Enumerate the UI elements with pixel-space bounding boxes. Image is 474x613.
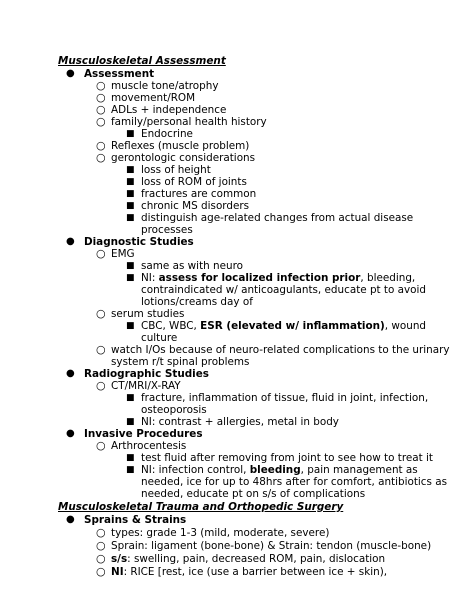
list-item: chronic MS disorders bbox=[141, 200, 250, 212]
bullet-square: ■ bbox=[126, 165, 135, 175]
bullet-open-circle: ○ bbox=[96, 343, 106, 356]
list-item: watch I/Os because of neuro-related complications to the urinary bbox=[111, 344, 450, 356]
heading-sprains-strains: Sprains & Strains bbox=[84, 514, 187, 526]
section-title: Musculoskeletal Assessment bbox=[58, 55, 226, 67]
list-item: Sprain: ligament (bone-bone) & Strain: tendon (muscle-bone) bbox=[111, 540, 432, 552]
bullet-open-circle: ○ bbox=[96, 526, 106, 539]
bullet-open-circle: ○ bbox=[96, 439, 106, 452]
bold-text: s/s bbox=[111, 553, 128, 565]
list-item: movement/ROM bbox=[111, 92, 196, 104]
list-item-continuation: osteoporosis bbox=[141, 404, 207, 416]
heading-assessment: Assessment bbox=[84, 68, 155, 80]
bullet-open-circle: ○ bbox=[96, 247, 106, 260]
bullet-open-circle: ○ bbox=[96, 379, 106, 392]
bullet-open-circle: ○ bbox=[96, 552, 106, 565]
list-item: ADLs + independence bbox=[111, 104, 227, 116]
bullet-square: ■ bbox=[126, 189, 135, 199]
bullet-square: ■ bbox=[126, 321, 135, 331]
text-run: NI: infection control, bbox=[141, 464, 250, 476]
list-item-continuation: contraindicated w/ anticoagulants, educate pt to avoid bbox=[141, 284, 427, 296]
list-item: family/personal health history bbox=[111, 116, 267, 128]
bullet-filled-circle: ● bbox=[66, 514, 75, 525]
bullet-open-circle: ○ bbox=[96, 103, 106, 116]
list-item: Endocrine bbox=[141, 128, 193, 140]
list-item-continuation: needed, educate pt on s/s of complications bbox=[141, 488, 366, 500]
list-item: loss of height bbox=[141, 164, 211, 176]
bold-text: ESR (elevated w/ inflammation) bbox=[200, 320, 385, 332]
list-item: loss of ROM of joints bbox=[141, 176, 247, 188]
heading-invasive-procedures: Invasive Procedures bbox=[84, 428, 203, 440]
bullet-square: ■ bbox=[126, 129, 135, 139]
list-item: test fluid after removing from joint to see how to treat it bbox=[141, 452, 433, 464]
list-item bbox=[111, 566, 387, 578]
bullet-square: ■ bbox=[126, 465, 135, 475]
bullet-square: ■ bbox=[126, 417, 135, 427]
bullet-filled-circle: ● bbox=[66, 428, 75, 439]
list-item: fractures are common bbox=[141, 188, 257, 200]
list-item: distinguish age-related changes from actual disease bbox=[141, 212, 414, 224]
list-item: same as with neuro bbox=[141, 260, 243, 272]
list-item: NI: contrast + allergies, metal in body bbox=[141, 416, 339, 428]
bold-text: bleeding bbox=[249, 464, 301, 476]
bullet-filled-circle: ● bbox=[66, 68, 75, 79]
text-run: : RICE [rest, ice (use a barrier between ice + skin), bbox=[123, 566, 388, 578]
bullet-open-circle: ○ bbox=[96, 565, 106, 578]
bullet-square: ■ bbox=[126, 273, 135, 283]
list-item bbox=[141, 272, 415, 284]
bullet-filled-circle: ● bbox=[66, 368, 75, 379]
list-item bbox=[141, 464, 418, 476]
bullet-filled-circle: ● bbox=[66, 236, 75, 247]
bullet-open-circle: ○ bbox=[96, 115, 106, 128]
list-item: EMG bbox=[111, 248, 135, 260]
section-title: Musculoskeletal Trauma and Orthopedic Surgery bbox=[58, 501, 344, 513]
bullet-open-circle: ○ bbox=[96, 539, 106, 552]
text-run: NI: bbox=[141, 272, 159, 284]
bullet-square: ■ bbox=[126, 213, 135, 223]
list-item-continuation: lotions/creams day of bbox=[141, 296, 253, 308]
bullet-open-circle: ○ bbox=[96, 139, 106, 152]
bold-text: assess for localized infection prior bbox=[158, 272, 361, 284]
bold-text: NI bbox=[111, 566, 124, 578]
list-item bbox=[141, 320, 426, 332]
text-run: , bleeding, bbox=[360, 272, 416, 284]
text-run: , pain management as bbox=[300, 464, 418, 476]
list-item: Reflexes (muscle problem) bbox=[111, 140, 250, 152]
bullet-open-circle: ○ bbox=[96, 91, 106, 104]
bullet-square: ■ bbox=[126, 393, 135, 403]
list-item: fracture, inflammation of tissue, fluid in joint, infection, bbox=[141, 392, 429, 404]
bullet-open-circle: ○ bbox=[96, 307, 106, 320]
bullet-square: ■ bbox=[126, 177, 135, 187]
bullet-open-circle: ○ bbox=[96, 79, 106, 92]
list-item: serum studies bbox=[111, 308, 185, 320]
list-item bbox=[111, 553, 385, 565]
list-item: muscle tone/atrophy bbox=[111, 80, 219, 92]
bullet-square: ■ bbox=[126, 201, 135, 211]
bullet-square: ■ bbox=[126, 453, 135, 463]
bullet-square: ■ bbox=[126, 261, 135, 271]
list-item-continuation: processes bbox=[141, 224, 193, 236]
list-item-continuation: needed, ice for up to 48hrs after for comfort, antibiotics as bbox=[141, 476, 448, 488]
text-run: CBC, WBC, bbox=[141, 320, 201, 332]
text-run: : swelling, pain, decreased ROM, pain, dislocation bbox=[127, 553, 386, 565]
bullet-open-circle: ○ bbox=[96, 151, 106, 164]
list-item: types: grade 1-3 (mild, moderate, severe) bbox=[111, 527, 330, 539]
list-item: Arthrocentesis bbox=[111, 440, 187, 452]
heading-radiographic-studies: Radiographic Studies bbox=[84, 368, 209, 380]
list-item-continuation: system r/t spinal problems bbox=[111, 356, 250, 368]
text-run: , wound bbox=[384, 320, 427, 332]
list-item-continuation: culture bbox=[141, 332, 178, 344]
heading-diagnostic-studies: Diagnostic Studies bbox=[84, 236, 194, 248]
list-item: gerontologic considerations bbox=[111, 152, 256, 164]
list-item: CT/MRI/X-RAY bbox=[111, 380, 181, 392]
